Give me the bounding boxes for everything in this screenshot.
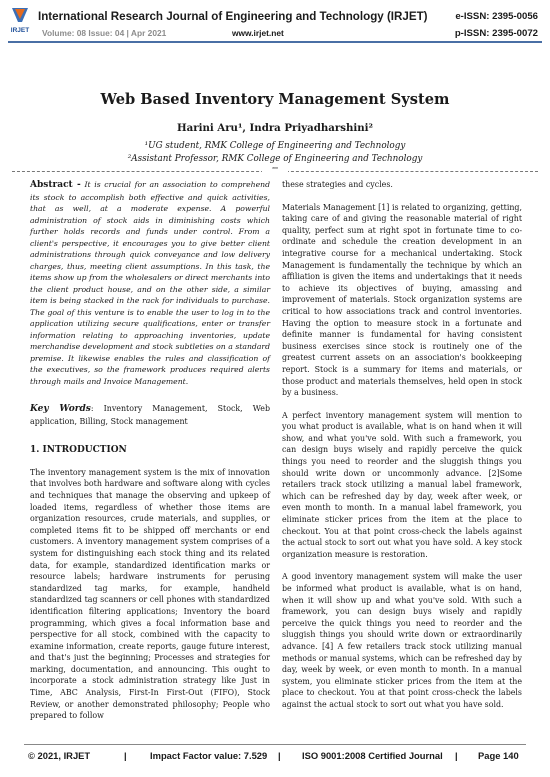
separator-mark: *** <box>262 166 288 175</box>
journal-header <box>0 0 550 40</box>
footer-separator: | <box>278 750 281 761</box>
keywords <box>30 403 270 427</box>
affiliation-2: ²Assistant Professor, RMK College of Engineering and Technology <box>127 154 423 164</box>
journal-website-link[interactable]: www.irjet.net <box>232 28 284 38</box>
left-column <box>30 179 270 722</box>
right-paragraph-3: A perfect inventory management system will mention to you what product is available, what is on hand when it will show, and what you've sold. With such a framework, you can design buys wisely and rapidly perceive the quick things you need to reorder and the sluggish things you should write down or uncommonly advance. [2]Some retailers track stock utilizing a manual label framework, which can be refreshed day by day, week after week, or even month to month. In a manual label framework, you eliminate sticker prices from the item at the place to checkout. You at that point cross-check the labels against the actual stock to sort out what you have sold. A key stock organization measure is restoration. <box>282 410 522 559</box>
right-paragraph-4: A good inventory management system will make the user be informed what product is available, what is on hand, when it will show up and what you've sold. With such a framework, you can design buys wisely and rapidly perceive the quick things you need to reorder and the sluggish things you should write down or extraordinarily advance. [4] A few retailers track stock utilizing manual methods or manual systems, which can be refreshed day by day, week by week, or even month to month. In a manual system, you eliminate sticker prices from the item at the place to checkout. You at that point cross-check the labels against the actual stock to sort out what you have sold. <box>282 572 522 709</box>
keywords-text: : Inventory Management, Stock, Web application, Billing, Stock management <box>30 404 270 426</box>
pissn: p-ISSN: 2395-0072 <box>454 28 538 39</box>
footer-iso: ISO 9001:2008 Certified Journal <box>302 750 443 761</box>
abstract-label: Abstract - <box>30 180 81 190</box>
paper-title: Web Based Inventory Management System <box>100 91 450 108</box>
abstract <box>30 179 270 387</box>
footer-impact-factor: Impact Factor value: 7.529 <box>150 750 268 761</box>
intro-paragraph: The inventory management system is the mix of innovation that involves both hardware and software along with cycles and techniques that manage the observing and upkeep of loaded items, regardless of whether those items are organization resources, crude materials, and supplies, or completed items fit to be shipped off merchants or end customers. A inventory management system comprises of a system for distinguishing each stock thing and its related data, for example, standardized identification marks or resource labels; hardware instruments for perusing standardized tag marks, for example, handheld standardized tag scanners or cell phones with standardized identification filtering applications; Inventory the board programming, which gives a focal information base and perspective for all stock, combined with the capacity to examine information, create reports, gauge future interest, and that's just the beginning; Processes and strategies for marking, documentation, and announcing. This ought to incorporate a stock administration strategy like Just in Time, ABC Analysis, First-In First-Out (FIFO), Stock Review, or another demonstrated philosophy; People who prepared to follow <box>30 467 270 721</box>
footer-rule <box>24 744 526 745</box>
header-rule <box>8 41 542 43</box>
eissn: e-ISSN: 2395-0056 <box>455 11 538 22</box>
journal-title: International Research Journal of Engineering and Technology (IRJET) <box>38 10 428 23</box>
footer-page-number: Page 140 <box>478 750 519 761</box>
keywords-label: Key Words <box>30 404 91 414</box>
right-paragraph-1: these strategies and cycles. <box>282 180 393 189</box>
right-column <box>282 179 522 711</box>
affiliation-1: ¹UG student, RMK College of Engineering and Technology <box>144 141 406 151</box>
logo-text: IRJET <box>10 27 30 34</box>
footer-separator: | <box>124 750 127 761</box>
volume-issue: Volume: 08 Issue: 04 | Apr 2021 <box>42 28 167 38</box>
paper-authors: Harini Aru¹, Indra Priyadharshini² <box>177 122 373 134</box>
irjet-logo <box>8 6 32 36</box>
abstract-text: It is crucial for an association to comprehend its stock to accomplish both effective and quick activities, that as well, at a moderate expense. A powerful administration of stock aids in diminishing costs which further holds records and funds under control. From a client's perspective, it encourages you to give better client administrations through quick conveyance and low delivery charges, thus, meeting client assumptions. In this task, the items show up from the wholesalers or direct merchants into the client product house, and on the other side, a similar item is being stacked in the rack for individuals to purchase. The goal of this venture is to enable the user to log in to the application utilizing secure qualifications, enter or transfer information relating to approaching inventories, update merchandise development and stock subtleties on a standard premise. It likewise enables the rules and classification of the executives, so the framework produces required alerts through mails and Invoice Management. <box>30 180 270 386</box>
footer-separator: | <box>455 750 458 761</box>
footer-copyright: © 2021, IRJET <box>28 750 91 761</box>
section-heading-introduction: 1. INTRODUCTION <box>30 445 127 456</box>
right-paragraph-2: Materials Management [1] is related to organizing, getting, taking care of and giving the reasonable material of right quality, perfect sum at right spot in fortunate time to co-ordinate and schedule the creation development in an integrative course for a mechanical undertaking. Stock Management is fundamentally the technique by which an affiliation is given the items and undertakings that it needs to achieve its objectives of buying, amassing and improvement of materials. Stock organization systems are critical to how associations track and control inventories. Having the option to measure stock in a fortunate and definite manner is fundamental for having consistent business exercises since stock is routinely one of the greatest current assets on an association's bookkeeping report. Stock is a summary for items and materials, or those product and materials themselves, held open in stock by a business. <box>282 202 522 398</box>
